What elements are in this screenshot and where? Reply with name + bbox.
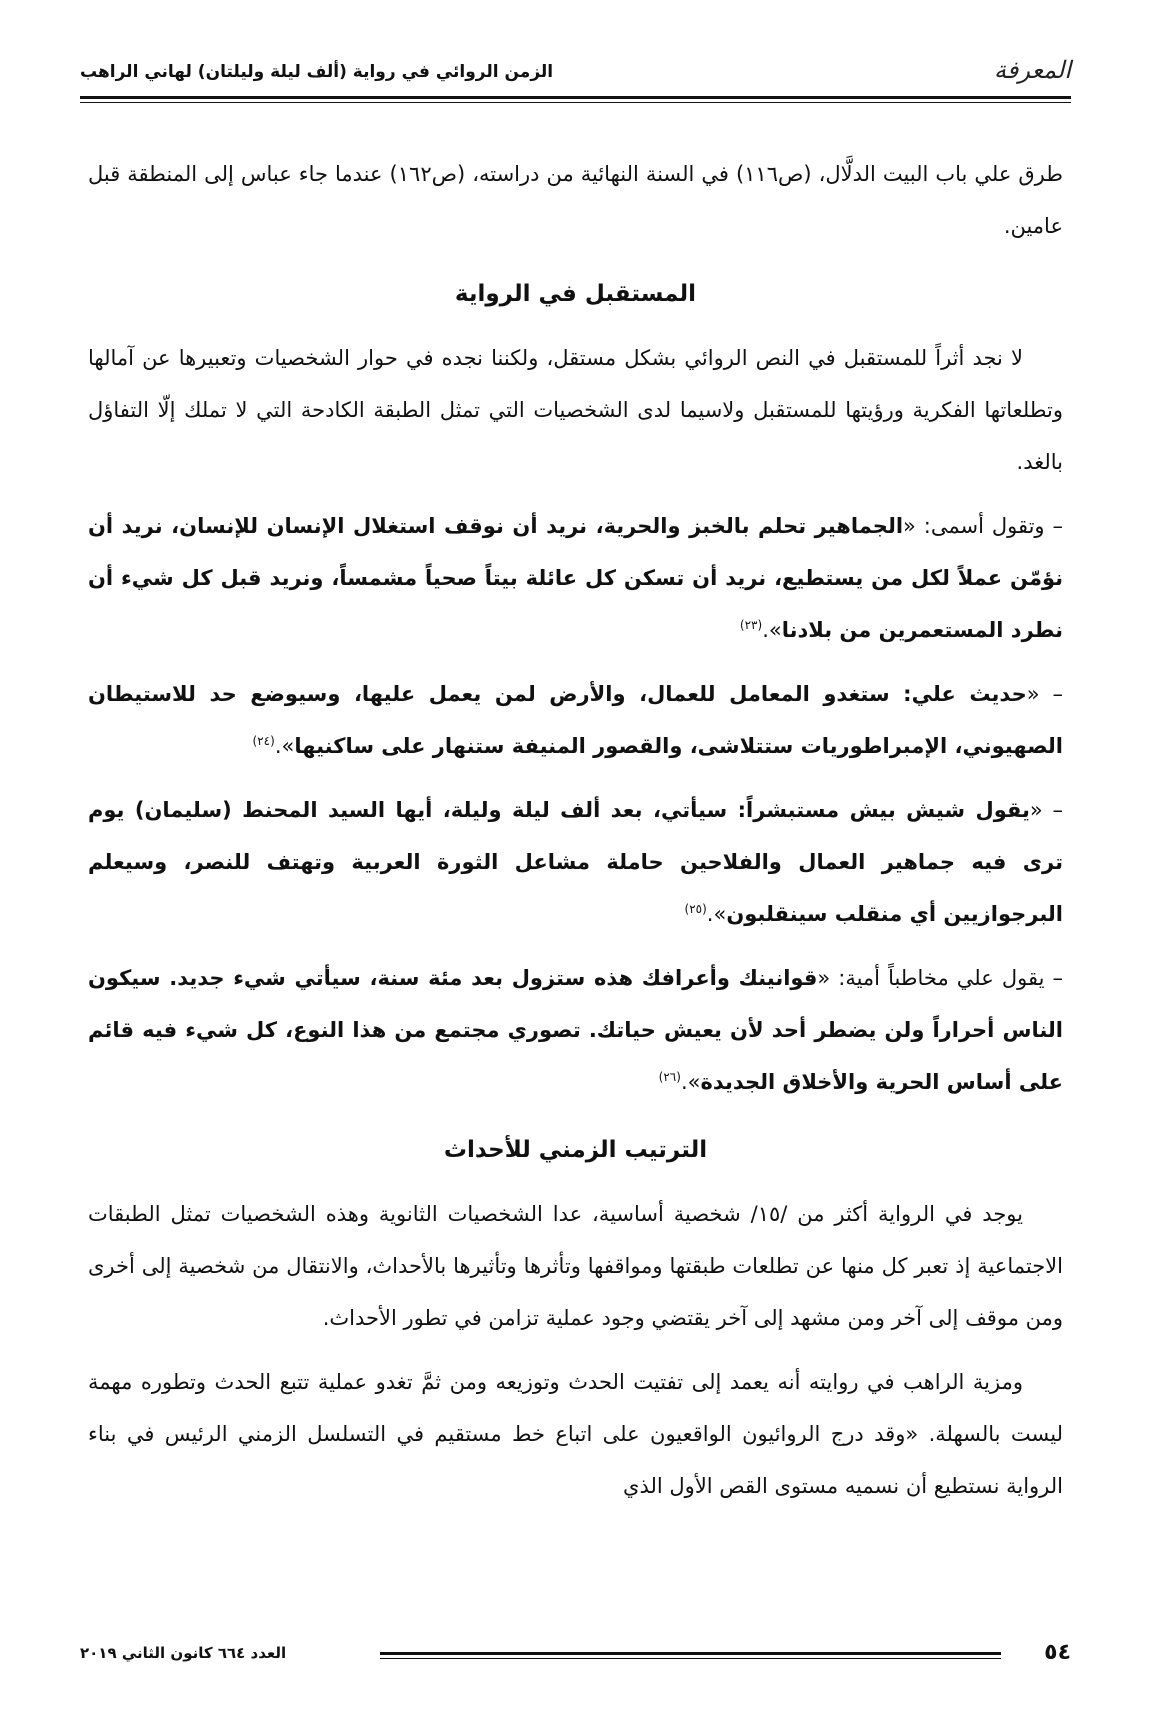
page-number: ٥٤ xyxy=(1044,1640,1071,1665)
quote-asma xyxy=(88,500,1063,656)
footnote-ref: (٢٦) xyxy=(658,1070,681,1084)
quote-shish-bish xyxy=(88,784,1063,940)
page-footer xyxy=(80,1640,1071,1670)
quote-close: ». xyxy=(680,1070,701,1094)
quote-close: ». xyxy=(274,734,295,758)
section-heading-chronology: الترتيب الزمني للأحداث xyxy=(443,1137,708,1163)
footnote-ref: (٢٣) xyxy=(739,618,763,632)
quote-close: ». xyxy=(762,618,782,642)
running-title: الزمن الروائي في رواية (ألف ليلة وليلتان) لهاني الراهب xyxy=(80,62,554,82)
section-heading-future: المستقبل في الرواية xyxy=(454,281,697,307)
paragraph-2: لا نجد أثراً للمستقبل في النص الروائي بشكل مستقل، ولكننا نجده في حوار الشخصيات وتعبيرها عن آمالها وتطلعاتها الفكرية ورؤيتها للمستقبل ولاسيما لدى الشخصيات التي تمثل الطبقة الكادحة التي لا تملك إلّا التفاؤل بالغد. xyxy=(88,346,1063,474)
quote-text: الجماهير تحلم بالخبز والحرية، نريد أن نوقف استغلال الإنسان للإنسان، نريد أن نؤمّن عملاً لكل من يستطيع، نريد أن تسكن كل عائلة بيتاً صحياً مشمساً، ونريد قبل كل شيء أن نطرد المستعمرين من بلادنا xyxy=(88,514,1063,642)
header-rule xyxy=(80,96,1071,103)
issue-info: العدد ٦٦٤ كانون الثاني ٢٠١٩ xyxy=(80,1644,287,1662)
quote-text: قوانينك وأعرافك هذه ستزول بعد مئة سنة، سيأتي شيء جديد. سيكون الناس أحراراً ولن يضطر أحد لأن يعيش حياتك. تصوري مجتمع من هذا النوع، كل شيء فيه قائم على أساس الحرية والأخلاق الجديدة xyxy=(88,966,1063,1094)
quote-ali-2 xyxy=(88,952,1063,1108)
footer-rule xyxy=(380,1652,1001,1659)
footnote-ref: (٢٥) xyxy=(684,902,707,916)
quote-lead: – يقول علي مخاطباً أمية: « xyxy=(817,966,1063,990)
paragraph-4: ومزية الراهب في روايته أنه يعمد إلى تفتيت الحدث وتوزيعه ومن ثمَّ تغدو عملية تتبع الحدث وتطوره مهمة ليست بالسهلة. «وقد درج الروائيون الواقعيون على اتباع خط مستقيم في التسلسل الزمني الرئيس في بناء الرواية نستطيع أن نسميه مستوى القص الأول الذي xyxy=(88,1370,1063,1498)
quote-close: ». xyxy=(706,902,727,926)
quote-text: حديث علي: ستغدو المعامل للعمال، والأرض لمن يعمل عليها، وسيوضع حد للاستيطان الصهيوني، الإمبراطوريات ستتلاشى، والقصور المنيفة ستنهار على ساكنيها xyxy=(88,682,1063,758)
quote-lead: – « xyxy=(1026,682,1063,706)
quote-ali-1 xyxy=(88,668,1063,772)
quote-lead: – « xyxy=(1029,798,1063,822)
quote-text: يقول شيش بيش مستبشراً: سيأتي، بعد ألف ليلة وليلة، أيها السيد المحنط (سليمان) يوم ترى فيه جماهير العمال والفلاحين حاملة مشاعل الثورة العربية وتهتف للنصر، وسيعلم البرجوازيين أي منقلب سينقلبون xyxy=(88,798,1063,926)
paragraph-1: طرق علي باب البيت الدلَّال، (ص١١٦) في السنة النهائية من دراسته، (ص١٦٢) عندما جاء عباس إلى المنطقة قبل عامين. xyxy=(88,162,1063,238)
quote-lead: – وتقول أسمى: « xyxy=(903,514,1063,538)
paragraph-3: يوجد في الرواية أكثر من /١٥/ شخصية أساسية، عدا الشخصيات الثانوية وهذه الشخصيات تمثل الطبقات الاجتماعية إذ تعبر كل منها عن تطلعات طبقتها ومواقفها وتأثرها وتأثيرها بالأحداث، والانتقال من شخصية إلى أخرى ومن موقف إلى آخر ومن مشهد إلى آخر يقتضي وجود عملية تزامن في تطور الأحداث. xyxy=(88,1202,1063,1330)
journal-logo: المعرفة xyxy=(993,56,1071,84)
footnote-ref: (٢٤) xyxy=(252,734,275,748)
article-body xyxy=(88,148,1063,1524)
page-header xyxy=(80,52,1071,98)
